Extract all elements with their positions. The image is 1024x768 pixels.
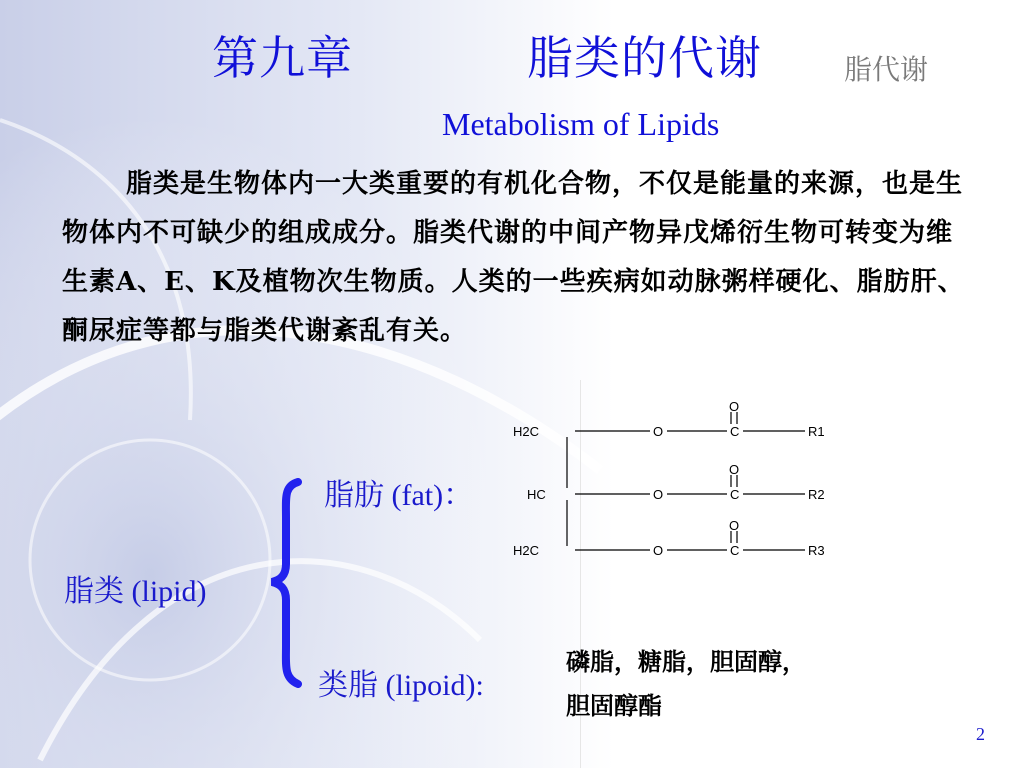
row3-carbonyl-oxygen: O	[729, 518, 740, 533]
row2-carbonyl-oxygen: O	[729, 462, 740, 477]
row1-carbonyl-carbon: C	[730, 424, 740, 439]
row2-ester-oxygen: O	[653, 487, 664, 502]
fat-label: 脂肪 (fat)：	[324, 479, 474, 512]
row3-ester-oxygen: O	[653, 543, 664, 558]
page-number: 2	[976, 724, 985, 744]
chapter-title: 第九章	[212, 31, 353, 85]
lipoid-label: 类脂 (lipoid):	[318, 669, 484, 702]
row2-carbonyl-carbon: C	[730, 487, 740, 502]
row1-left-group: H2C	[513, 424, 540, 439]
lipoid-examples-line2: 胆固醇酯	[566, 691, 662, 720]
row3-left-group: H2C	[513, 543, 540, 558]
row3-r-group: R3	[808, 543, 825, 558]
english-subtitle: Metabolism of Lipids	[442, 106, 720, 142]
row1-ester-oxygen: O	[653, 424, 664, 439]
lipoid-examples	[566, 640, 906, 728]
lipoid-examples-line1: 磷脂，糖脂，胆固醇，	[566, 647, 806, 676]
triglyceride-structure	[505, 400, 885, 570]
row1-carbonyl-oxygen: O	[729, 400, 740, 414]
curly-brace-icon	[270, 478, 310, 688]
lipid-label: 脂类 (lipid)	[64, 575, 207, 608]
intro-paragraph: 脂类是生物体内一大类重要的有机化合物，不仅是能量的来源，也是生物体内不可缺少的组成成分。脂类代谢的中间产物异戊烯衍生物可转变为维生素A、E、K及植物次生物质。人类的一些疾病如动脉粥样硬化、脂肪肝、酮尿症等都与脂类代谢紊乱有关。	[62, 169, 965, 346]
row1-r-group: R1	[808, 424, 825, 439]
row2-left-group: HC	[527, 487, 546, 502]
row2-r-group: R2	[808, 487, 825, 502]
corner-tag: 脂代谢	[844, 53, 929, 86]
topic-title: 脂类的代谢	[527, 31, 762, 85]
row3-carbonyl-carbon: C	[730, 543, 740, 558]
